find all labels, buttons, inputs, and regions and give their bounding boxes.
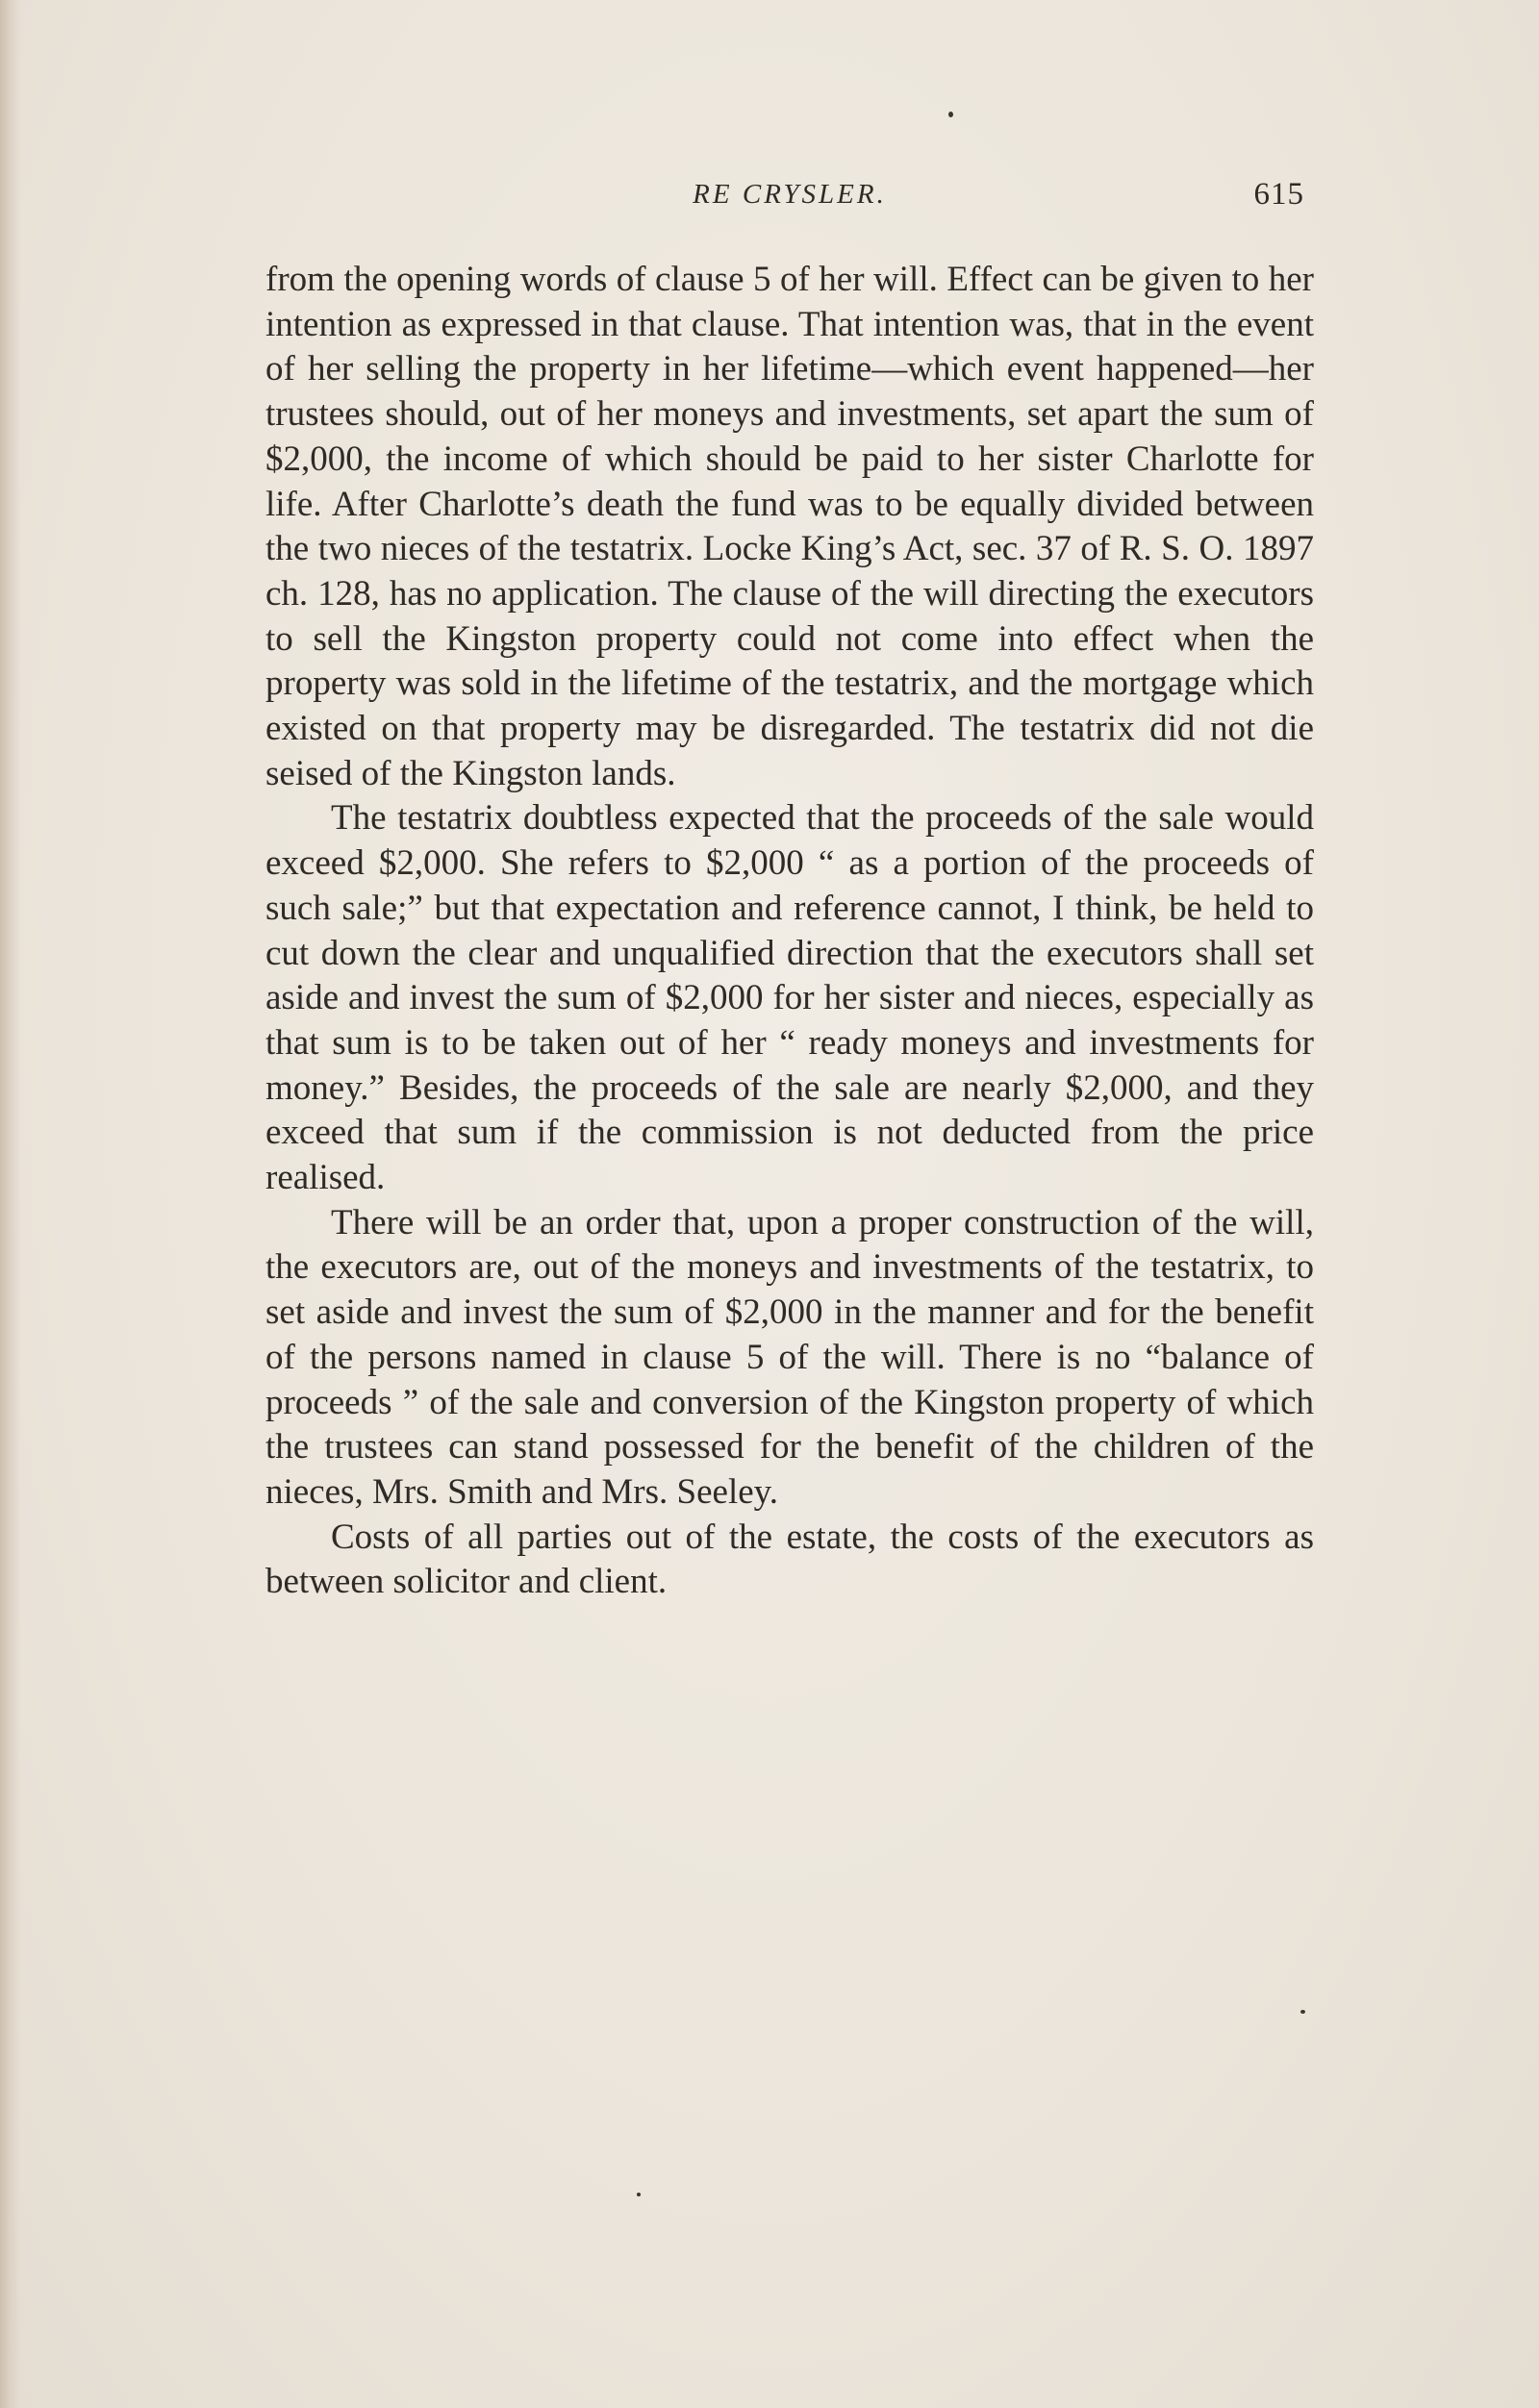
- running-head: [265, 179, 1314, 221]
- body-text: [265, 258, 1314, 1605]
- paragraph-1: from the opening words of clause 5 of her will. Effect can be given to her intention as expressed in that clause. That intention was, that in the event of her selling the property in her lifetime—which event happened—her trustees should, out of her moneys and investments, set apart the sum of $2,000, the income of which should be paid to her sister Charlotte for life. After Charlotte’s death the fund was to be equally divided between the two nieces of the testatrix. Locke King’s Act, sec. 37 of R. S. O. 1897 ch. 128, has no application. The clause of the will directing the executors to sell the Kingston property could not come into effect when the property was sold in the lifetime of the testatrix, and the mortgage which existed on that property may be disregarded. The testatrix did not die seised of the Kingston lands.: [265, 260, 1314, 793]
- paper-speck: [1300, 2010, 1305, 2014]
- paragraph-4: Costs of all parties out of the estate, the costs of the executors as between solicitor and client.: [265, 1517, 1314, 1602]
- paper-speck: [948, 112, 953, 117]
- binding-edge: [0, 0, 21, 2408]
- paragraph-3: There will be an order that, upon a proper construction of the will, the executors are, out of the moneys and investments of the testatrix, to set aside and invest the sum of $2,000 in the manner and for the benefit of the persons named in clause 5 of the will. There is no “balance of proceeds ” of the sale and conversion of the Kingston property of which the trustees can stand possessed for the benefit of the children of the nieces, Mrs. Smith and Mrs. Seeley.: [265, 1202, 1314, 1512]
- running-title: RE CRYSLER.: [693, 179, 887, 210]
- paragraph-2: The testatrix doubtless expected that the proceeds of the sale would exceed $2,000. She refers to $2,000 “ as a portion of the proceeds of such sale;” but that expectation and reference cannot, I think, be held to cut down the clear and unqualified direction that the executors shall set aside and invest the sum of $2,000 for her sister and nieces, especially as that sum is to be taken out of her “ ready moneys and investments for money.” Besides, the proceeds of the sale are nearly $2,000, and they exceed that sum if the commission is not deducted from the price realised.: [265, 798, 1314, 1198]
- paper-speck: [637, 2193, 641, 2196]
- page-number: 615: [1253, 177, 1304, 212]
